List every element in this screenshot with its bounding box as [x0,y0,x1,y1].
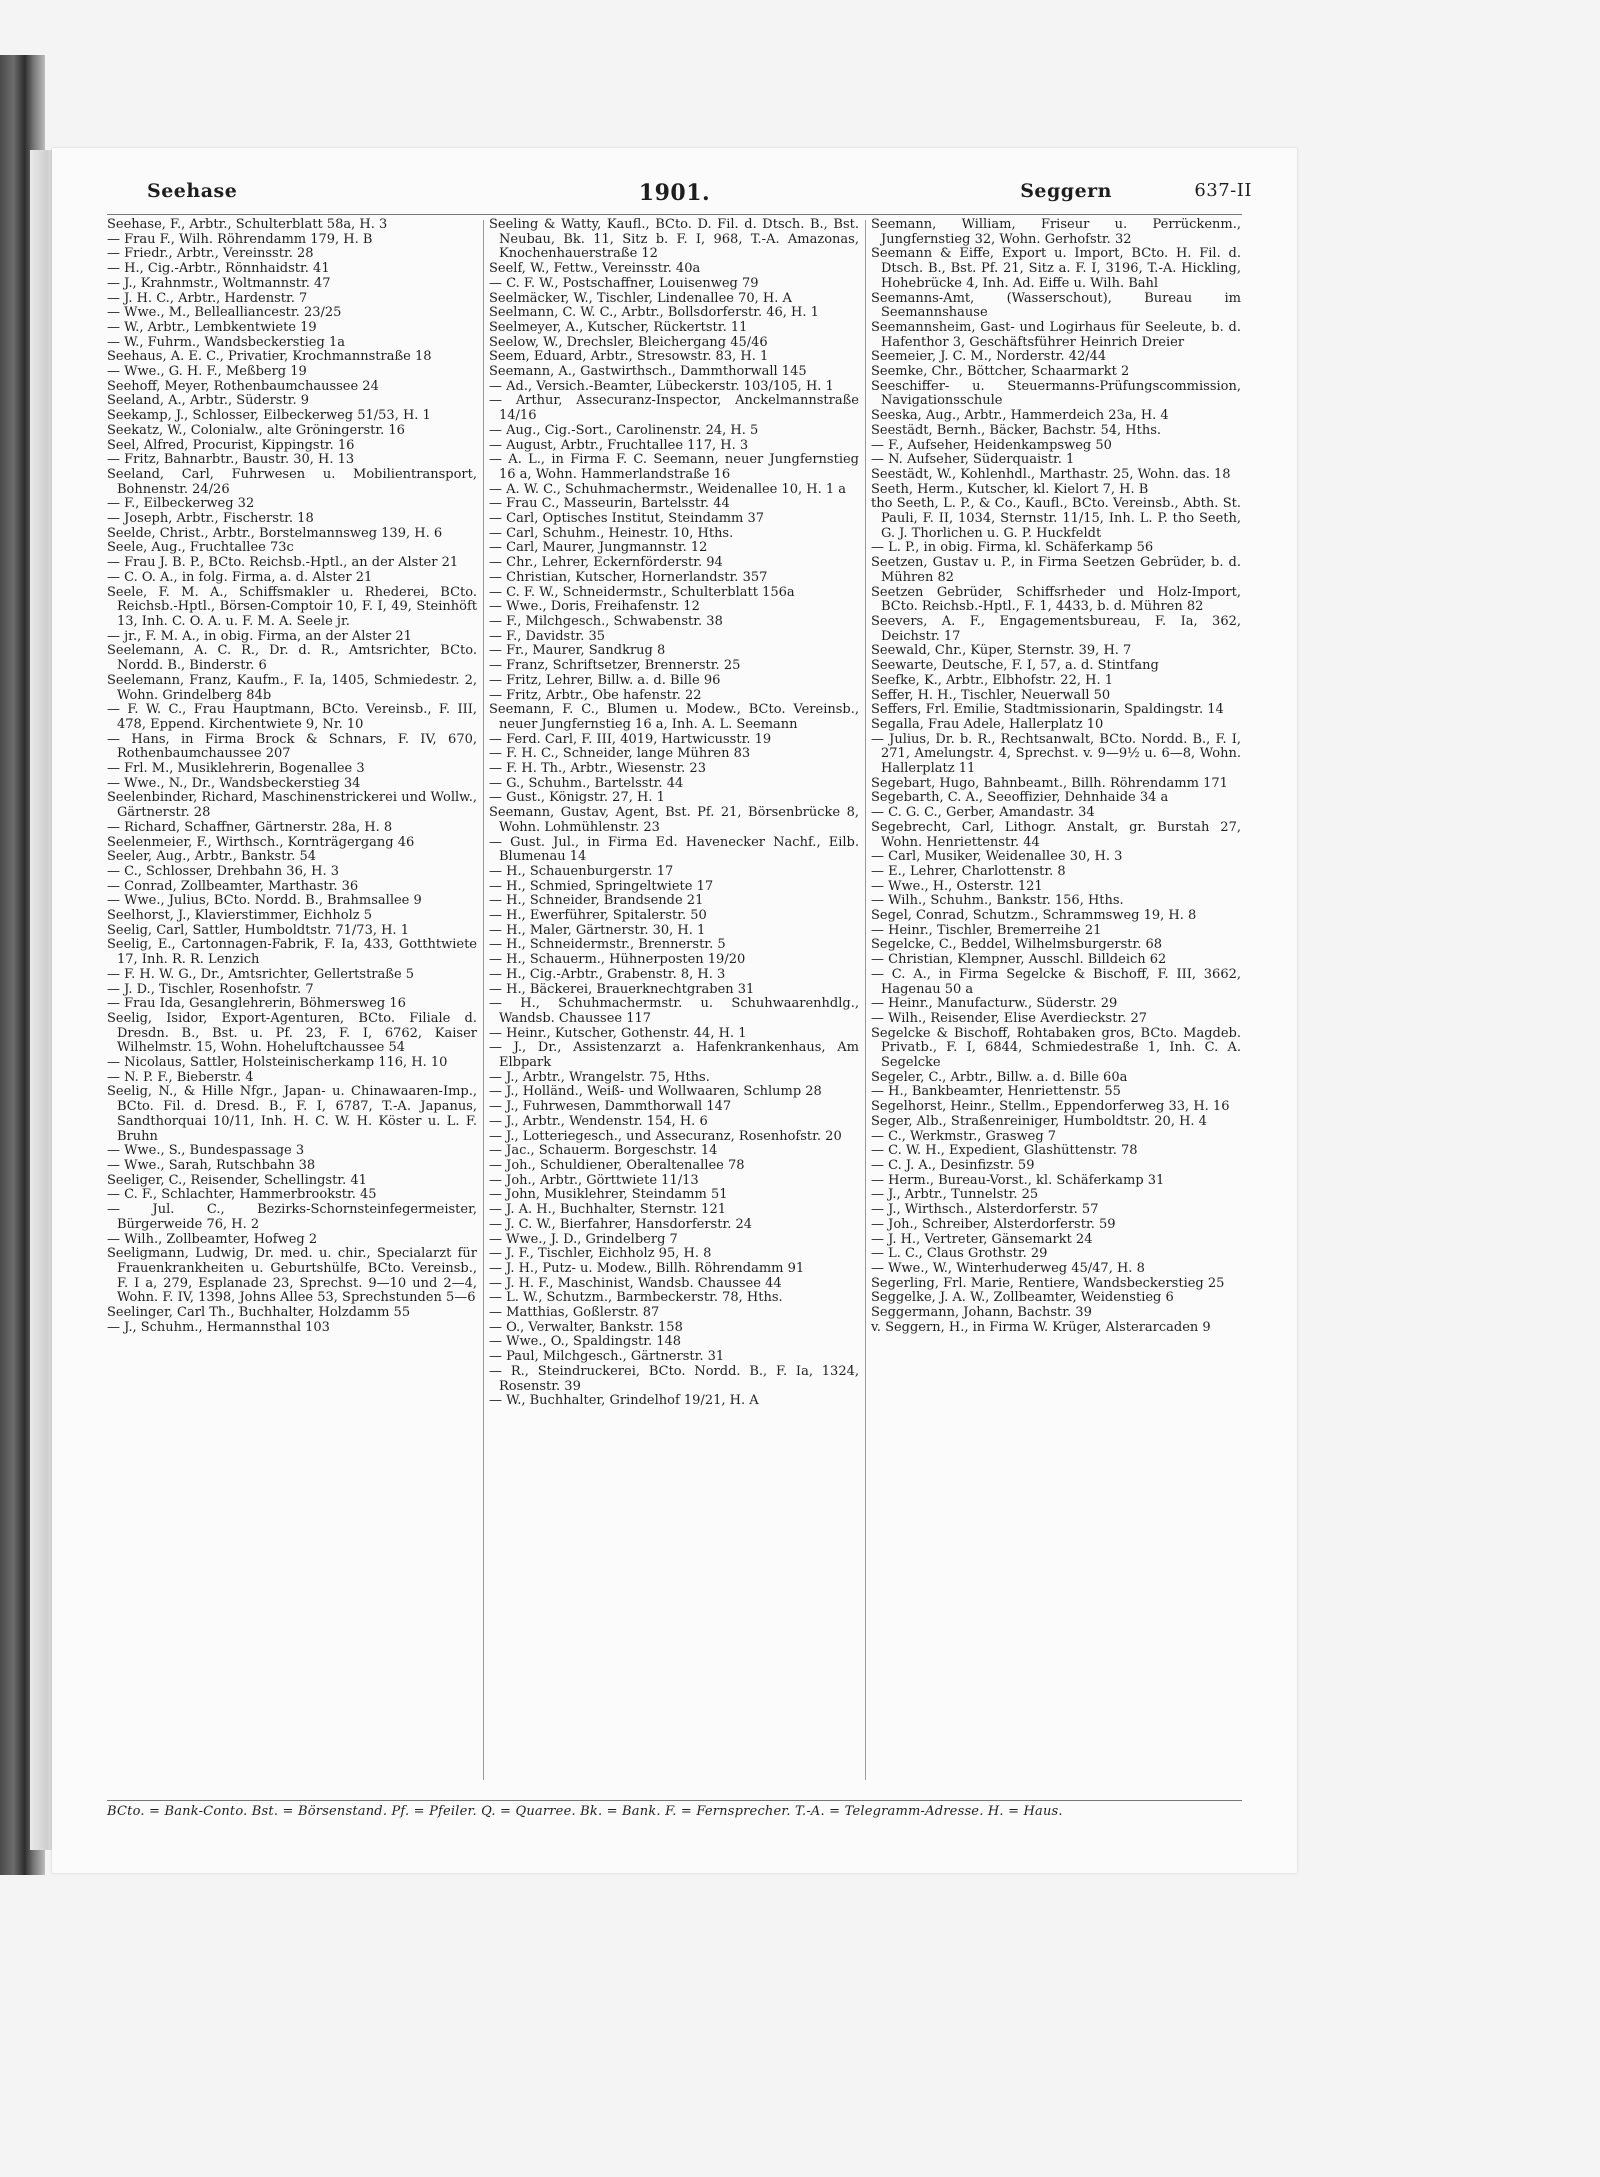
directory-entry: — C., Schlosser, Drehbahn 36, H. 3 [107,863,339,879]
directory-entry: Seelmann, C. W. C., Arbtr., Bollsdorferstr. 46, H. 1 [489,305,819,321]
directory-entry: Seeling & Watty, Kaufl., BCto. D. Fil. d. Dtsch. B., Bst. Neubau, Bk. 11, Sitz b. F. I, 968, T.-A. Amazonas, Knochenhauerstraße 12 [489,218,859,262]
directory-entry: — Carl, Maurer, Jungmannstr. 12 [489,540,708,556]
directory-entry: Seelow, W., Drechsler, Bleichergang 45/46 [489,334,768,350]
directory-entry: Seemann, F. C., Blumen u. Modew., BCto. Vereinsb., neuer Jungfernstieg 16 a, Inh. A. L. Seemann [489,702,859,732]
directory-entry: Seekamp, J., Schlosser, Eilbeckerweg 51/53, H. 1 [107,408,431,424]
directory-entry: — N. Aufseher, Süderquaistr. 1 [871,452,1075,468]
directory-entry: — Joh., Schreiber, Alsterdorferstr. 59 [871,1216,1116,1232]
directory-entry: — Richard, Schaffner, Gärtnerstr. 28a, H. 8 [107,819,393,835]
directory-entry: Seehase, F., Arbtr., Schulterblatt 58a, H. 3 [107,218,388,232]
directory-entry: — W., Fuhrm., Wandsbeckerstieg 1a [107,334,345,350]
directory-entry: — J., Fuhrwesen, Dammthorwall 147 [489,1099,732,1115]
directory-entry: Segelcke & Bischoff, Rohtabaken gros, BCto. Magdeb. Privatb., F. I, 6844, Schmiedestraße 1, Inh. C. A. Segelcke [871,1025,1241,1071]
directory-entry: Seeth, Herm., Kutscher, kl. Kielort 7, H. B [871,481,1149,497]
directory-entry: Seel, Alfred, Procurist, Kippingstr. 16 [107,437,355,453]
directory-entry: — Fritz, Bahnarbtr., Baustr. 30, H. 13 [107,452,355,468]
directory-entry: — Jul. C., Bezirks-Schornsteinfegermeister, Bürgerweide 76, H. 2 [107,1202,477,1232]
directory-entry: — Fritz, Lehrer, Billw. a. d. Bille 96 [489,672,721,688]
directory-entry: — J., Lotteriegesch., und Assecuranz, Rosenhofstr. 20 [489,1128,842,1144]
directory-entry: Seelig, N., & Hille Nfgr., Japan- u. Chinawaaren-Imp., BCto. Fil. d. Dresd. B., F. I, 6787, T.-A. Japanus, Sandthorquai 10/11, Inh. H. C. W. H. Köster u. L. F. Bruhn [107,1084,477,1144]
directory-entry: — C. G. C., Gerber, Amandastr. 34 [871,805,1095,821]
directory-entry: — Wwe., N., Dr., Wandsbeckerstieg 34 [107,775,361,791]
directory-entry: — J. D., Tischler, Rosenhofstr. 7 [107,981,314,997]
directory-entry: — Gust., Königstr. 27, H. 1 [489,790,665,806]
directory-entry: — J., Schuhm., Hermannsthal 103 [107,1319,330,1335]
directory-entry: v. Seggern, H., in Firma W. Krüger, Alsterarcaden 9 [871,1319,1211,1335]
directory-entry: — Christian, Kutscher, Hornerlandstr. 357 [489,569,768,585]
directory-entry: — Wwe., S., Bundespassage 3 [107,1143,305,1159]
directory-entry: Segebrecht, Carl, Lithogr. Anstalt, gr. Burstah 27, Wohn. Henriettenstr. 44 [871,819,1241,850]
directory-entry: — F., Milchgesch., Schwabenstr. 38 [489,613,723,629]
directory-entry: Seewald, Chr., Küper, Sternstr. 39, H. 7 [871,643,1132,659]
directory-entry: — C. W. H., Expedient, Glashüttenstr. 78 [871,1143,1138,1159]
directory-entry: — J. H. F., Maschinist, Wandsb. Chaussee 44 [489,1275,782,1291]
directory-entry: — Frau F., Wilh. Röhrendamm 179, H. B [107,231,373,247]
directory-entry: Seemann, A., Gastwirthsch., Dammthorwall 145 [489,364,807,380]
directory-entry: Segelcke, C., Beddel, Wilhelmsburgerstr. 68 [871,937,1163,953]
directory-entry: — Carl, Schuhm., Heinestr. 10, Hths. [489,525,734,541]
directory-entry: Seefke, K., Arbtr., Elbhofstr. 22, H. 1 [871,672,1113,688]
directory-entry: — H., Ewerführer, Spitalerstr. 50 [489,908,707,924]
directory-entry: — Nicolaus, Sattler, Holsteinischerkamp 116, H. 10 [107,1055,448,1071]
directory-entry: Seetzen Gebrüder, Schiffsrheder und Holz-Import, BCto. Reichsb.-Hptl., F. 1, 4433, b. d. Mühren 82 [871,584,1241,615]
directory-entry: Seeler, Aug., Arbtr., Bankstr. 54 [107,849,317,865]
directory-entry: — Matthias, Goßlerstr. 87 [489,1305,660,1321]
directory-entry: — Ferd. Carl, F. III, 4019, Hartwicusstr. 19 [489,731,772,747]
directory-entry: — H., Schuhmachermstr. u. Schuhwaarenhdlg., Wandsb. Chaussee 117 [489,996,859,1026]
directory-entry: — J., Arbtr., Wrangelstr. 75, Hths. [489,1069,710,1085]
directory-entry: — Conrad, Zollbeamter, Marthastr. 36 [107,878,359,894]
directory-entry: Seeska, Aug., Arbtr., Hammerdeich 23a, H. 4 [871,408,1169,424]
header-rule [107,214,1242,215]
directory-entry: — J. H., Putz- u. Modew., Billh. Röhrendamm 91 [489,1260,805,1276]
directory-entry: — Wilh., Reisender, Elise Averdieckstr. 27 [871,1010,1148,1026]
directory-entry: Seeliger, C., Reisender, Schellingstr. 41 [107,1172,367,1188]
directory-entry: — Fr., Maurer, Sandkrug 8 [489,643,666,659]
directory-entry: Seelemann, Franz, Kaufm., F. Ia, 1405, Schmiedestr. 2, Wohn. Grindelberg 84b [107,672,477,703]
directory-entry: — C. A., in Firma Segelcke & Bischoff, F. III, 3662, Hagenau 50 a [871,966,1241,997]
directory-entry: — H., Schneider, Brandsende 21 [489,893,704,909]
directory-entry: — Joh., Schuldiener, Oberaltenallee 78 [489,1158,745,1173]
directory-entry: — H., Schmied, Springeltwiete 17 [489,878,714,894]
directory-entry: Seggermann, Johann, Bachstr. 39 [871,1305,1092,1321]
directory-entry: Segel, Conrad, Schutzm., Schrammsweg 19, H. 8 [871,908,1197,924]
directory-entry: — C. F. W., Postschaffner, Louisenweg 79 [489,275,759,291]
directory-entry: — F., Eilbeckerweg 32 [107,496,255,512]
directory-entry: Segebart, Hugo, Bahnbeamt., Billh. Röhrendamm 171 [871,775,1228,791]
directory-entry: — R., Steindruckerei, BCto. Nordd. B., F. Ia, 1324, Rosenstr. 39 [489,1363,859,1394]
directory-entry: Seemann, William, Friseur u. Perrückenm., Jungfernstieg 32, Wohn. Gerhofstr. 32 [871,218,1241,247]
directory-entry: — Wwe., M., Bellealliancestr. 23/25 [107,305,342,321]
directory-entry: — Carl, Musiker, Weidenallee 30, H. 3 [871,849,1123,865]
directory-entry: — C. O. A., in folg. Firma, a. d. Alster 21 [107,569,373,585]
directory-entry: — A. L., in Firma F. C. Seemann, neuer Jungfernstieg 16 a, Wohn. Hammerlandstraße 16 [489,452,859,482]
directory-entry: Seffers, Frl. Emilie, Stadtmissionarin, Spaldingstr. 14 [871,702,1224,718]
directory-entry: — Herm., Bureau-Vorst., kl. Schäferkamp 31 [871,1172,1165,1188]
abbreviations-footer: BCto. = Bank-Conto. Bst. = Börsenstand. Pf. = Pfeiler. Q. = Quarree. Bk. = Bank. F. = Fernsprecher. T.-A. = Telegramm-Adresse. H. = Haus. [107,1804,1063,1819]
directory-entry: — J. A. H., Buchhalter, Sternstr. 121 [489,1202,726,1218]
directory-entry: — F., Davidstr. 35 [489,628,606,644]
directory-entry: — W., Arbtr., Lembkentwiete 19 [107,319,317,335]
directory-entry: Seem, Eduard, Arbtr., Stresowstr. 83, H. 1 [489,349,769,365]
page-header [97,180,1252,210]
directory-entry: — Wilh., Schuhm., Bankstr. 156, Hths. [871,893,1124,909]
directory-entry: — E., Lehrer, Charlottenstr. 8 [871,863,1066,879]
directory-entry: Seekatz, W., Colonialw., alte Gröningerstr. 16 [107,422,405,438]
directory-entry: Seeland, A., Arbtr., Süderstr. 9 [107,393,310,409]
directory-entry: Seevers, A. F., Engagementsbureau, F. Ia, 362, Deichstr. 17 [871,613,1241,644]
directory-entry: — J., Arbtr., Tunnelstr. 25 [871,1187,1039,1203]
directory-entry: — Frau C., Masseurin, Bartelsstr. 44 [489,496,730,512]
directory-entry: — Frau J. B. P., BCto. Reichsb.-Hptl., an der Alster 21 [107,555,459,571]
directory-entry: — August, Arbtr., Fruchtallee 117, H. 3 [489,437,749,453]
column-2 [489,218,859,1798]
directory-entry: — Wilh., Zollbeamter, Hofweg 2 [107,1231,318,1247]
directory-entry: — F. H. W. G., Dr., Amtsrichter, Gellertstraße 5 [107,966,415,982]
directory-entry: — Chr., Lehrer, Eckernförderstr. 94 [489,555,723,571]
directory-entry: — Joseph, Arbtr., Fischerstr. 18 [107,511,314,527]
directory-entry: Seelig, Carl, Sattler, Humboldtstr. 71/73, H. 1 [107,922,409,938]
directory-entry: — Wwe., O., Spaldingstr. 148 [489,1334,682,1350]
directory-entry: — jr., F. M. A., in obig. Firma, an der Alster 21 [107,628,412,644]
directory-entry: — Fritz, Arbtr., Obe hafenstr. 22 [489,687,702,703]
directory-entry: — J., Dr., Assistenzarzt a. Hafenkrankenhaus, Am Elbpark [489,1040,859,1071]
directory-entry: — C. F., Schlachter, Hammerbrookstr. 45 [107,1187,377,1203]
directory-entry: — C., Werkmstr., Grasweg 7 [871,1128,1057,1144]
directory-entry: — H., Maler, Gärtnerstr. 30, H. 1 [489,922,706,938]
directory-entry: — Wwe., Julius, BCto. Nordd. B., Brahmsallee 9 [107,893,422,909]
directory-entry: — Heinr., Kutscher, Gothenstr. 44, H. 1 [489,1025,747,1041]
directory-entry: — J., Wirthsch., Alsterdorferstr. 57 [871,1202,1099,1218]
directory-entry: — O., Verwalter, Bankstr. 158 [489,1319,683,1335]
directory-entry: Seemanns-Amt, (Wasserschout), Bureau im Seemannshause [871,290,1241,321]
directory-entry: Seemannsheim, Gast- und Logirhaus für Seeleute, b. d. Hafenthor 3, Geschäftsführer Heinrich Dreier [871,319,1241,350]
directory-entry: — N. P. F., Bieberstr. 4 [107,1069,254,1085]
directory-entry: — Carl, Optisches Institut, Steindamm 37 [489,511,765,527]
directory-entry: — Frau Ida, Gesanglehrerin, Böhmersweg 16 [107,996,406,1012]
directory-entry: — C. J. A., Desinfizstr. 59 [871,1158,1035,1173]
directory-entry: Segeler, C., Arbtr., Billw. a. d. Bille 60a [871,1069,1128,1085]
directory-entry: Segelhorst, Heinr., Stellm., Eppendorferweg 33, H. 16 [871,1099,1230,1115]
directory-entry: — Christian, Klempner, Ausschl. Billdeich 62 [871,952,1167,968]
directory-entry: — Wwe., H., Osterstr. 121 [871,878,1043,894]
directory-entry: Seehaus, A. E. C., Privatier, Krochmannstraße 18 [107,349,432,365]
directory-entry: — L. P., in obig. Firma, kl. Schäferkamp 56 [871,540,1154,556]
directory-entry: Seewarte, Deutsche, F. I, 57, a. d. Stintfang [871,658,1159,674]
header-left-keyword: Seehase [147,180,238,202]
directory-entry: — F., Aufseher, Heidenkampsweg 50 [871,437,1112,453]
directory-entry: Seemke, Chr., Böttcher, Schaarmarkt 2 [871,364,1130,380]
directory-entry: Seelig, E., Cartonnagen-Fabrik, F. Ia, 433, Gotthtwiete 17, Inh. R. R. Lenzich [107,937,477,968]
directory-entry: — Frl. M., Musiklehrerin, Bogenallee 3 [107,761,365,777]
directory-entry: Seele, F. M. A., Schiffsmakler u. Rhederei, BCto. Reichsb.-Hptl., Börsen-Comptoir 10, F. I, 49, Steinhöft 13, Inh. C. O. A. u. F. M. A. Seele jr. [107,584,477,629]
directory-entry: Seelhorst, J., Klavierstimmer, Eichholz 5 [107,908,373,924]
page-number: 637-II [1194,180,1252,201]
directory-entry: — Hans, in Firma Brock & Schnars, F. IV, 670, Rothenbaumchaussee 207 [107,731,477,762]
directory-entry: — C. F. W., Schneidermstr., Schulterblatt 156a [489,584,795,600]
directory-entry: — L. C., Claus Grothstr. 29 [871,1246,1048,1262]
directory-entry: — J. C. W., Bierfahrer, Hansdorferstr. 24 [489,1216,753,1232]
directory-entry: — Arthur, Assecuranz-Inspector, Anckelmannstraße 14/16 [489,393,859,424]
directory-entry: — Gust. Jul., in Firma Ed. Havenecker Nachf., Eilb. Blumenau 14 [489,834,859,865]
directory-entry: Seelmeyer, A., Kutscher, Rückertstr. 11 [489,319,748,335]
directory-entry: — J., Holländ., Weiß- und Wollwaaren, Schlump 28 [489,1084,822,1100]
directory-entry: — John, Musiklehrer, Steindamm 51 [489,1187,728,1203]
directory-entry: — J. H., Vertreter, Gänsemarkt 24 [871,1231,1093,1247]
directory-entry: — Aug., Cig.-Sort., Carolinenstr. 24, H. 5 [489,422,759,438]
directory-entry: Seele, Aug., Fruchtallee 73c [107,540,294,556]
directory-entry: — A. W. C., Schuhmachermstr., Weidenallee 10, H. 1 a [489,481,847,497]
directory-entry: — G., Schuhm., Bartelsstr. 44 [489,775,684,791]
directory-entry: — H., Cig.-Arbtr., Rönnhaidstr. 41 [107,261,330,277]
directory-entry: — F. H. Th., Arbtr., Wiesenstr. 23 [489,761,706,777]
directory-entry: Seetzen, Gustav u. P., in Firma Seetzen Gebrüder, b. d. Mühren 82 [871,555,1241,585]
directory-entry: — H., Schneidermstr., Brennerstr. 5 [489,937,726,953]
directory-entry: — W., Buchhalter, Grindelhof 19/21, H. A [489,1393,759,1409]
directory-entry: Seeligmann, Ludwig, Dr. med. u. chir., Specialarzt für Frauenkrankheiten u. Geburtshülfe, BCto. Vereinsb., F. I a, 279, Esplanade 23, Sprechst. 9—10 und 2—4, Wohn. F. IV, 1398, Johns Allee 53, Sprechstunden 5—6 [107,1246,477,1306]
directory-entry: Seemann & Eiffe, Export u. Import, BCto. H. Fil. d. Dtsch. B., Bst. Pf. 21, Sitz a. F. I, 3196, T.-A. Hickling, Hohebrücke 4, Inh. Ad. Eiffe u. Wilh. Bahl [871,246,1241,291]
directory-columns [107,218,1242,1798]
directory-entry: Seestädt, Bernh., Bäcker, Bachstr. 54, Hths. [871,422,1162,438]
header-right-keyword: Seggern [1020,180,1112,202]
directory-entry: — Jac., Schauerm. Borgeschstr. 14 [489,1143,718,1159]
directory-entry: Seeland, Carl, Fuhrwesen u. Mobilientransport, Bohnenstr. 24/26 [107,466,477,497]
directory-entry: — L. W., Schutzm., Barmbeckerstr. 78, Hths. [489,1290,783,1306]
footer-rule [107,1800,1242,1801]
directory-entry: Seelinger, Carl Th., Buchhalter, Holzdamm 55 [107,1305,411,1321]
directory-entry: — J. H. C., Arbtr., Hardenstr. 7 [107,290,308,306]
directory-entry: Seemann, Gustav, Agent, Bst. Pf. 21, Börsenbrücke 8, Wohn. Lohmühlenstr. 23 [489,805,859,835]
directory-entry: — Heinr., Tischler, Bremerreihe 21 [871,922,1102,938]
directory-entry: Seelig, Isidor, Export-Agenturen, BCto. Filiale d. Dresdn. B., Bst. u. Pf. 23, F. I, 6762, Kaiser Wilhelmstr. 15, Wohn. Hoheluftchaussee 54 [107,1010,477,1056]
directory-entry: Seelenmeier, F., Wirthsch., Kornträgergang 46 [107,834,415,850]
directory-entry: — Heinr., Manufacturw., Süderstr. 29 [871,996,1118,1012]
directory-entry: Seffer, H. H., Tischler, Neuerwall 50 [871,687,1111,703]
directory-page [52,148,1297,1873]
directory-entry: — F. H. C., Schneider, lange Mühren 83 [489,746,751,762]
directory-entry: — F. W. C., Frau Hauptmann, BCto. Vereinsb., F. III, 478, Eppend. Kirchentwiete 9, Nr. 10 [107,702,477,732]
directory-entry: Seelde, Christ., Arbtr., Borstelmannsweg 139, H. 6 [107,525,443,541]
directory-entry: — J., Krahnmstr., Woltmannstr. 47 [107,275,331,291]
directory-entry: Seger, Alb., Straßenreiniger, Humboldtstr. 20, H. 4 [871,1113,1207,1129]
column-1 [107,218,477,1798]
directory-entry: — J., Arbtr., Wendenstr. 154, H. 6 [489,1113,708,1129]
directory-entry: — Julius, Dr. b. R., Rechtsanwalt, BCto. Nordd. B., F. I, 271, Amelungstr. 4, Sprechst. v. 9—9½ u. 6—8, Wohn. Hallerplatz 11 [871,731,1241,777]
directory-entry: Seelmäcker, W., Tischler, Lindenallee 70, H. A [489,290,792,306]
directory-entry: — Wwe., Sarah, Rutschbahn 38 [107,1158,316,1173]
directory-entry: — Paul, Milchgesch., Gärtnerstr. 31 [489,1349,725,1365]
directory-entry: Segebarth, C. A., Seeoffizier, Dehnhaide 34 a [871,790,1169,806]
directory-entry: — Wwe., G. H. F., Meßberg 19 [107,364,307,380]
directory-entry: Seelenbinder, Richard, Maschinenstrickerei und Wollw., Gärtnerstr. 28 [107,790,477,821]
directory-entry: — J. F., Tischler, Eichholz 95, H. 8 [489,1246,712,1262]
directory-entry: — Wwe., Doris, Freihafenstr. 12 [489,599,700,615]
directory-entry: — H., Schauerm., Hühnerposten 19/20 [489,952,746,968]
directory-entry: Segalla, Frau Adele, Hallerplatz 10 [871,716,1104,732]
directory-entry: — Joh., Arbtr., Görttwiete 11/13 [489,1172,699,1188]
directory-entry: — Ad., Versich.-Beamter, Lübeckerstr. 103/105, H. 1 [489,378,834,394]
column-3 [871,218,1241,1798]
directory-entry: — H., Schauenburgerstr. 17 [489,863,674,879]
directory-entry: Seelf, W., Fettw., Vereinsstr. 40a [489,261,701,277]
directory-entry: — Friedr., Arbtr., Vereinsstr. 28 [107,246,314,262]
directory-entry: Seggelke, J. A. W., Zollbeamter, Weidenstieg 6 [871,1290,1174,1306]
directory-entry: — H., Cig.-Arbtr., Grabenstr. 8, H. 3 [489,966,726,982]
directory-entry: — H., Bankbeamter, Henriettenstr. 55 [871,1084,1121,1100]
directory-entry: — Franz, Schriftsetzer, Brennerstr. 25 [489,658,741,674]
directory-entry: — H., Bäckerei, Brauerknechtgraben 31 [489,981,755,997]
directory-entry: Segerling, Frl. Marie, Rentiere, Wandsbeckerstieg 25 [871,1275,1225,1291]
directory-entry: Seelemann, A. C. R., Dr. d. R., Amtsrichter, BCto. Nordd. B., Binderstr. 6 [107,643,477,674]
header-year: 1901. [638,180,711,206]
directory-entry: Seeschiffer- u. Steuermanns-Prüfungscommission, Navigationsschule [871,378,1241,409]
directory-entry: tho Seeth, L. P., & Co., Kaufl., BCto. Vereinsb., Abth. St. Pauli, F. II, 1034, Sternstr. 11/15, Inh. L. P. tho Seeth, G. J. Thorlichen u. G. P. Huckfeldt [871,496,1241,541]
directory-entry: — Wwe., J. D., Grindelberg 7 [489,1231,678,1247]
directory-entry: — Wwe., W., Winterhuderweg 45/47, H. 8 [871,1260,1145,1276]
directory-entry: Seestädt, W., Kohlenhdl., Marthastr. 25, Wohn. das. 18 [871,466,1231,482]
directory-entry: Seemeier, J. C. M., Norderstr. 42/44 [871,349,1107,365]
directory-entry: Seehoff, Meyer, Rothenbaumchaussee 24 [107,378,379,394]
